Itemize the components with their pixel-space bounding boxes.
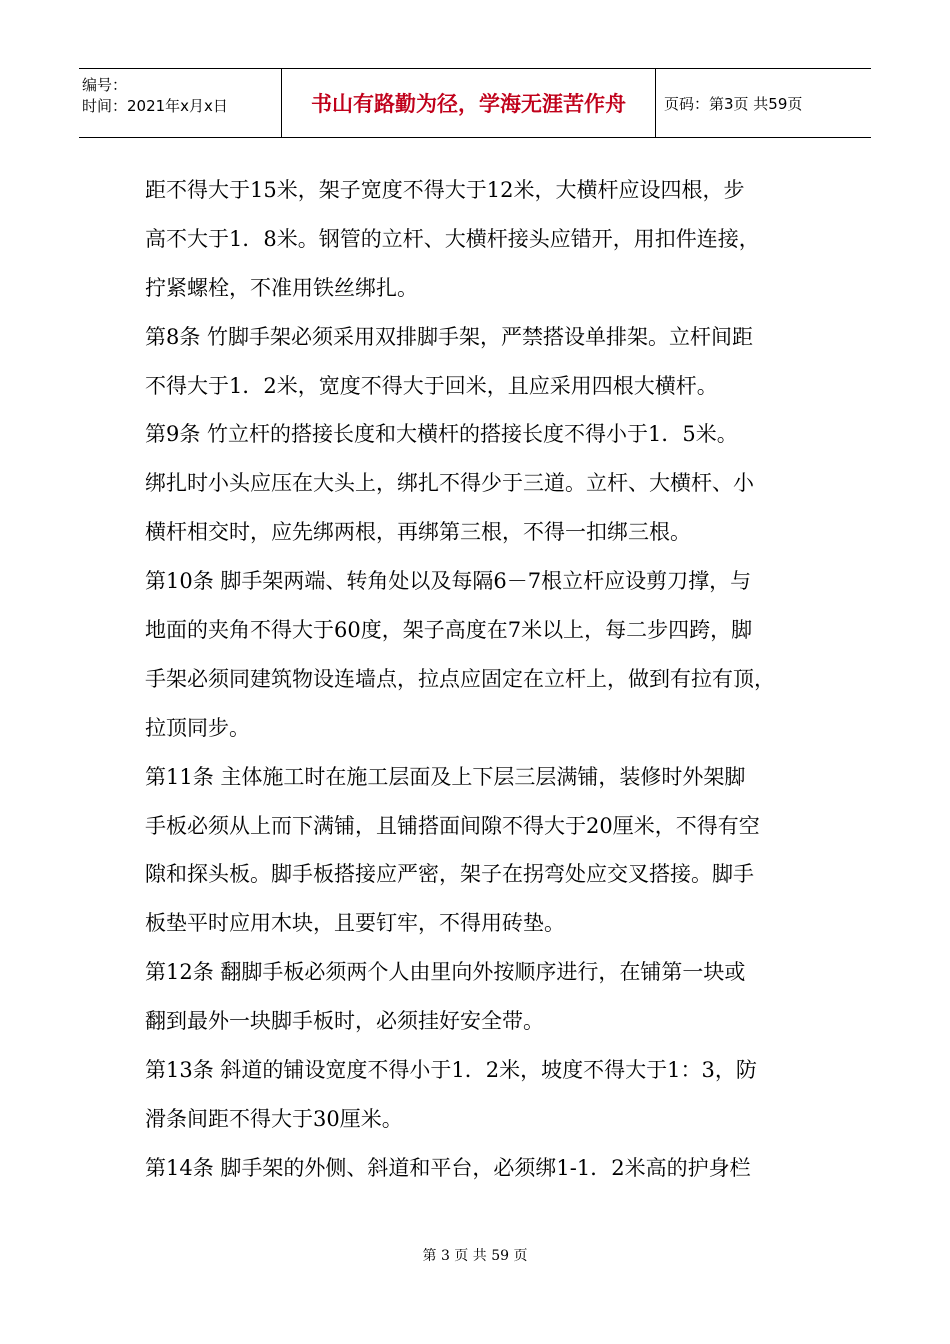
text-line: 第10条 脚手架两端、转角处以及每隔6－7根立杆应设剪刀撑，与: [145, 569, 752, 594]
text-line: 手板必须从上而下满铺，且铺搭面间隙不得大于20厘米，不得有空: [145, 813, 760, 838]
text-line: 拧紧螺栓，不准用铁丝绑扎。: [145, 275, 418, 300]
text-line: 第14条 脚手架的外侧、斜道和平台，必须绑1-1．2米高的护身栏: [145, 1155, 751, 1180]
text-line: 第9条 竹立杆的搭接长度和大横杆的搭接长度不得小于1．5米。: [145, 422, 738, 447]
text-line: 第11条 主体施工时在施工层面及上下层三层满铺，装修时外架脚: [145, 764, 746, 789]
text-line: 第13条 斜道的铺设宽度不得小于1．2米，坡度不得大于1：3，防: [145, 1058, 757, 1083]
text-line: 不得大于1．2米，宽度不得大于回米，且应采用四根大横杆。: [145, 373, 718, 398]
document-body: [145, 166, 825, 1193]
time-label: 时间：2021年x月x日: [82, 97, 228, 115]
page-footer: 第 3 页 共 59 页: [422, 1248, 528, 1264]
text-line: 翻到最外一块脚手板时，必须挂好安全带。: [145, 1009, 544, 1034]
text-line: 手架必须同建筑物设连墙点，拉点应固定在立杆上，做到有拉有顶，: [145, 666, 775, 691]
header-motto: 书山有路勤为径，学海无涯苦作舟: [282, 69, 656, 137]
text-line: 地面的夹角不得大于60度，架子高度在7米以上，每二步四跨，脚: [145, 618, 753, 643]
text-line: 板垫平时应用木块，且要钉牢，不得用砖垫。: [145, 911, 565, 936]
page-header: [79, 68, 871, 138]
text-line: 绑扎时小头应压在大头上，绑扎不得少于三道。立杆、大横杆、小: [145, 471, 754, 496]
text-line: 滑条间距不得大于30厘米。: [145, 1106, 403, 1131]
header-page-number: 页码：第3页 共59页: [664, 94, 803, 113]
text-line: 拉顶同步。: [145, 715, 250, 740]
text-line: 第12条 翻脚手板必须两个人由里向外按顺序进行，在铺第一块或: [145, 960, 746, 985]
text-line: 第8条 竹脚手架必须采用双排脚手架，严禁搭设单排架。立杆间距: [145, 324, 754, 349]
text-line: 隙和探头板。脚手板搭接应严密，架子在拐弯处应交叉搭接。脚手: [145, 862, 754, 887]
header-meta: [79, 69, 282, 137]
number-label: 编号：: [82, 76, 128, 94]
text-line: 距不得大于15米，架子宽度不得大于12米，大横杆应设四根，步: [145, 178, 745, 202]
text-line: 横杆相交时，应先绑两根，再绑第三根，不得一扣绑三根。: [145, 520, 691, 545]
text-line: 高不大于1．8米。钢管的立杆、大横杆接头应错开，用扣件连接，: [145, 226, 760, 251]
